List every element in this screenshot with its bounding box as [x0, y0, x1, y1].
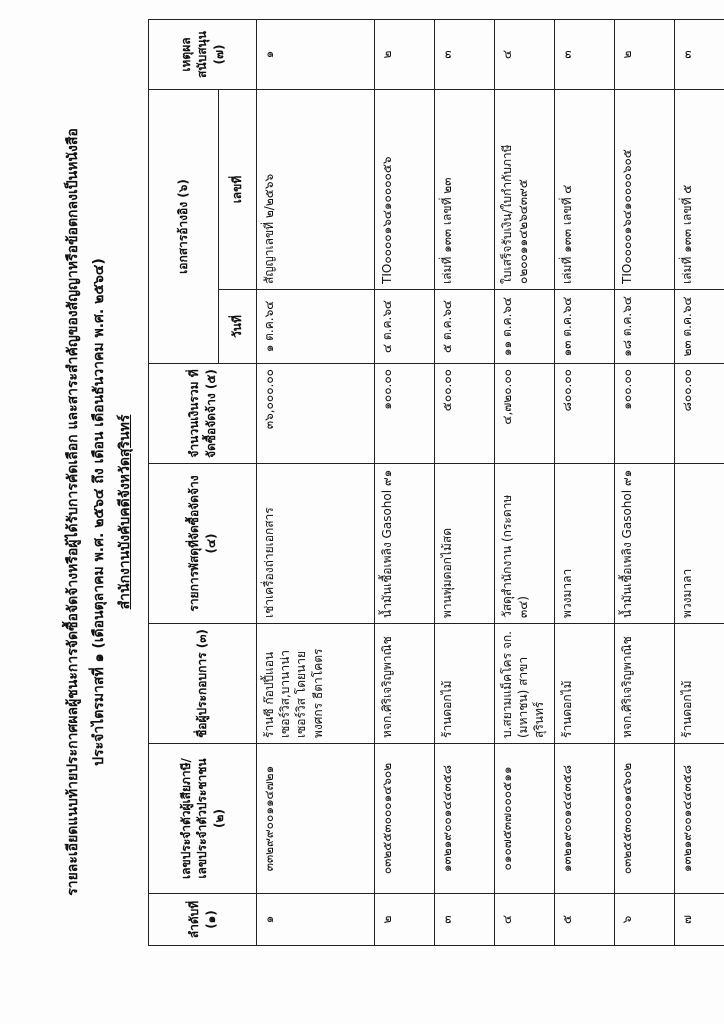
row-item: พวงมาลา: [555, 464, 615, 624]
row-no: ๓: [435, 894, 495, 946]
row-amount: ๘๐๐.๐๐: [555, 364, 615, 464]
row-vendor: ร้านดอกไม้: [555, 624, 615, 744]
row-ref-date: ๑๓ ต.ค.๖๔: [555, 290, 615, 364]
header-no: ลำดับที่ (๑): [149, 894, 257, 946]
row-taxid: ๐๓๒๕๕๓๐๐๐๑๔๖๐๒: [375, 744, 435, 894]
header-ref-date: วันที่: [219, 290, 257, 364]
row-ref-no: เล่มที่ ๑๓๓ เลขที่ ๒๓: [435, 90, 495, 290]
title-line-3: สำนักงานบังคับคดีจังหวัดสุรินทร์: [117, 414, 133, 610]
header-ref: เอกสารอ้างอิง (๖): [149, 90, 219, 364]
row-taxid: ๑๓๒๑๙๐๐๑๔๔๓๕๘: [435, 744, 495, 894]
row-item: วัสดุสำนักงาน (กระดาษ ๓๔): [495, 464, 555, 624]
row-vendor: บ.สยามแม็คโคร จก. (มหาชน) สาขาสุรินทร์: [495, 624, 555, 744]
row-taxid: ๑๓๒๑๙๐๐๑๔๔๓๕๘: [555, 744, 615, 894]
row-no: ๑: [257, 894, 375, 946]
row-ref-no: TIO๐๐๐๐๑๖๔๑๐๐๐๐๕๖: [375, 90, 435, 290]
row-item: น้ำมันเชื้อเพลิง Gasohol ๙๑: [615, 464, 675, 624]
row-no: ๗: [675, 894, 724, 946]
row-no: ๕: [555, 894, 615, 946]
row-ref-date: ๑๘ ต.ค.๖๔: [615, 290, 675, 364]
title-line-1: รายละเอียดแนบท้ายประกาศผลผู้ชนะการจัดซื้อจัดจ้างหรือผู้ได้รับการคัดเลือก และสาระสำคัญของสัญญาหรือข้อตกลงเป็นหนังสือ: [65, 128, 81, 896]
row-ref-no: TIO๐๐๐๐๑๖๔๑๐๐๐๐๖๐๕: [615, 90, 675, 290]
header-vendor: ชื่อผู้ประกอบการ (๓): [149, 624, 257, 744]
row-vendor: หจก.ศิริเจริญพาณิช: [375, 624, 435, 744]
row-taxid: ๑๓๒๑๙๐๐๑๔๔๓๕๘: [675, 744, 724, 894]
row-reason: ๒: [615, 20, 675, 90]
table-row: [375, 20, 435, 946]
row-amount: ๔,๗๒๐.๐๐: [495, 364, 555, 464]
row-reason: ๓: [555, 20, 615, 90]
row-taxid: ๓๓๒๙๙๐๐๑๑๔๗๒๑: [257, 744, 375, 894]
table-row: [435, 20, 495, 946]
row-no: ๔: [495, 894, 555, 946]
row-amount: ๑๐๐.๐๐: [615, 364, 675, 464]
header-amount: จำนวนเงินรวม ที่จัดซื้อจัดจ้าง (๕): [149, 364, 257, 464]
row-amount: ๓๖,๐๐๐.๐๐: [257, 364, 375, 464]
row-ref-date: ๕ ต.ค.๖๔: [435, 290, 495, 364]
row-amount: ๘๐๐.๐๐: [675, 364, 724, 464]
title-line-2: ประจำไตรมาสที่ ๑ (เดือนตุลาคม พ.ศ. ๒๕๖๔ ถึง เดือน เดือนธันวาคม พ.ศ. ๒๕๖๔): [91, 258, 107, 766]
row-ref-no: สัญญาเลขที่ ๒/๒๕๖๖: [257, 90, 375, 290]
row-vendor: ร้านดอกไม้: [675, 624, 724, 744]
table-row: [615, 20, 675, 946]
row-ref-no: เล่มที่ ๑๓๓ เลขที่ ๕: [675, 90, 724, 290]
row-taxid: ๐๓๒๕๕๓๐๐๐๑๔๖๐๒: [615, 744, 675, 894]
header-taxid: เลขประจำตัวผู้เสียภาษี/ เลขประจำตัวประชาชน (๒): [149, 744, 257, 894]
row-item: เช่าเครื่องถ่ายเอกสาร: [257, 464, 375, 624]
header-item: รายการพัสดุที่จัดซื้อจัดจ้าง (๔): [149, 464, 257, 624]
table-row: [555, 20, 615, 946]
row-no: ๒: [375, 894, 435, 946]
header-ref-no: เลขที่: [219, 90, 257, 290]
row-reason: ๒: [375, 20, 435, 90]
row-reason: ๓: [675, 20, 724, 90]
row-ref-date: ๒๓ ต.ค.๖๔: [675, 290, 724, 364]
procurement-table: [148, 19, 724, 946]
row-ref-date: ๑๑ ต.ค.๖๔: [495, 290, 555, 364]
row-taxid: ๐๑๐๗๕๓๗๐๐๐๕๑๑: [495, 744, 555, 894]
table-body: [257, 20, 724, 946]
row-no: ๖: [615, 894, 675, 946]
row-ref-no: เล่มที่ ๑๓๓ เลขที่ ๔: [555, 90, 615, 290]
row-item: น้ำมันเชื้อเพลิง Gasohol ๙๑: [375, 464, 435, 624]
row-amount: ๑๐๐.๐๐: [375, 364, 435, 464]
row-item: พวงมาลา: [675, 464, 724, 624]
row-reason: ๓: [435, 20, 495, 90]
table-row: [675, 20, 724, 946]
row-reason: ๑: [257, 20, 375, 90]
row-amount: ๕๐๐.๐๐: [435, 364, 495, 464]
row-vendor: ร้านซี ก๊อปปี้แอน เซอร์วิส,บานาน่า เซอร์วิส โดยนาย พงศกร ธีตาโคตร: [257, 624, 375, 744]
table-row: [257, 20, 375, 946]
table-row: [495, 20, 555, 946]
row-vendor: ร้านดอกไม้: [435, 624, 495, 744]
header-reason: เหตุผล สนับสนุน (๗): [149, 20, 257, 90]
row-item: พานพุ่มดอกไม้สด: [435, 464, 495, 624]
row-vendor: หจก.ศิริเจริญพาณิช: [615, 624, 675, 744]
row-ref-date: ๑ ต.ค.๖๔: [257, 290, 375, 364]
row-ref-date: ๔ ต.ค.๖๔: [375, 290, 435, 364]
row-ref-no: ใบเสร็จรับเงิน/ใบกำกับภาษี ๐๒๐๐๑๑๔๒๖๔๓๙๕: [495, 90, 555, 290]
row-reason: ๔: [495, 20, 555, 90]
